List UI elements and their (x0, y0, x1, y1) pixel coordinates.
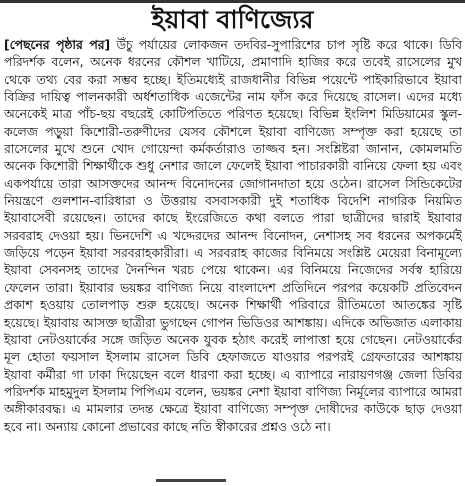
cropped-text-fragment (156, 479, 226, 482)
article-headline: ইয়াবা বাণিজ্যের (151, 5, 314, 34)
continued-from-label: [পেছনের পৃষ্ঠার পর] (4, 38, 111, 52)
article-body (4, 37, 462, 477)
next-headline-fragment (156, 476, 236, 486)
article-text: উঁচু পর্যায়ের লোকজন তদবির-সুপারিশের চাপ সৃষ্টি করে থাকে। ডিবি পরিদর্শক বলেন, অনেক ধরনের কৌশল খাটিয়ে, প্রমাণাদি হাজির করে তবেই রাসেলের মুখ থেকে তথ্য বের করা সম্ভব হচ্ছে। ইতিমধ্যেই রাজধানীর বিভিন্ন পয়েন্টে পাইকারিভাবে ইয়াবা বিক্রির দায়িত্ব পালনকারী অর্ধশতাধিক এজেন্টের নাম ফাঁস করে দিয়েছে রাসেল। এদের মধ্যে অনেকেই মাত্র পাঁচ-ছয় বছরেই কোটিপতিতে পরিণত হয়েছে। বিভিন্ন ইংলিশ মিডিয়ামের স্কুল-কলেজ পড়ুয়া কিশোরী-তরুণীদের যেসব কৌশলে ইয়াবা বাণিজ্যে সম্পৃক্ত করা হয়েছে তা রাসেলের মুখে শুনে খোদ গোয়েন্দা কর্মকর্তারাও তাজ্জব হন। সংশ্লিষ্টরা জানান, কোমলমতি অনেক কিশোরী শিক্ষার্থীকে শুধু নেশার জালে ফেলেই ইয়াবা পাচারকারী বানিয়ে ফেলা হয় এবং একপর্যায়ে তারা আসক্তদের আনন্দ বিনোদনের জোগানদাতা হয়ে ওঠেন। রাসেল সিন্ডিকেটের নিয়ন্ত্রণে গুলশান-বারিধারা ও উত্তরায় বসবাসকারী দুই শতাধিক বিদেশি নাগরিক নিয়মিত ইয়াবাসেবী রয়েছেন। তাদের কাছে ইংরেজিতে কথা বলতে পারা ছাত্রীদের দ্বারাই ইয়াবার সরবরাহ দেওয়া হয়। ভিনদেশি এ খদ্দেরদের আনন্দ বিনোদন, নেশাসহ সব ধরনের অপকর্মেই জড়িয়ে পড়েন ইয়াবা সরবরাহকারীরা। এ সরবরাহ কাজের বিনিময়ে সংশ্লিষ্ট মেয়েরা বিনামূল্যে ইয়াবা সেবনসহ তাদের দৈনন্দিন খরচ পেয়ে থাকেন। এর বিনিময়ে নিজেদের সর্বস্ব হারিয়ে ফেলেন তারা। ইয়াবার ভয়ঙ্কর বাণিজ্য নিয়ে বাংলাদেশ প্রতিদিনে পরপর কয়েকটি প্রতিবেদন প্রকাশ হওয়ায় তোলপাড় শুরু হয়েছে। অনেক শিক্ষার্থী পরিবারে রীতিমতো আতঙ্কের সৃষ্টি হয়েছে। ইয়াবায় আসক্ত ছাত্রীরা ভুগছেন গোপন ভিডিওর আশঙ্কায়। এদিকে অভিজাত এলাকায় ইয়াবা নেটওয়ার্কের সঙ্গে জড়িত অনেক যুবক হঠাৎ করেই লাপাত্তা হয়ে গেছেন। নেটওয়ার্কের মূল হোতা ফয়সাল ইসলাম রাসেল ডিবি হেফাজতে যাওয়ার পরপরই গ্রেফতারের আশঙ্কায় ইয়াবা কর্মীরা গা ঢাকা দিয়েছেন বলে ধারণা করা হচ্ছে। এ ব্যাপারে নারায়ণগঞ্জ জেলা ডিবির পরিদর্শক মাহমুদুল ইসলাম পিপিএম বলেন, ভয়ঙ্কর নেশা ইয়াবা বাণিজ্য নির্মূলের ব্যাপারে আমরা অঙ্গীকারবদ্ধ। এ মামলার তদন্ত ক্ষেত্রে ইয়াবা বাণিজ্যে সম্পৃক্ত দোষীদের কাউকে ছাড় দেওয়া হবে না। অন্যায় কোনো প্রভাবের কাছে নতি স্বীকারের প্রশ্নও ওঠে না। (4, 38, 462, 434)
top-divider-line (0, 0, 465, 3)
